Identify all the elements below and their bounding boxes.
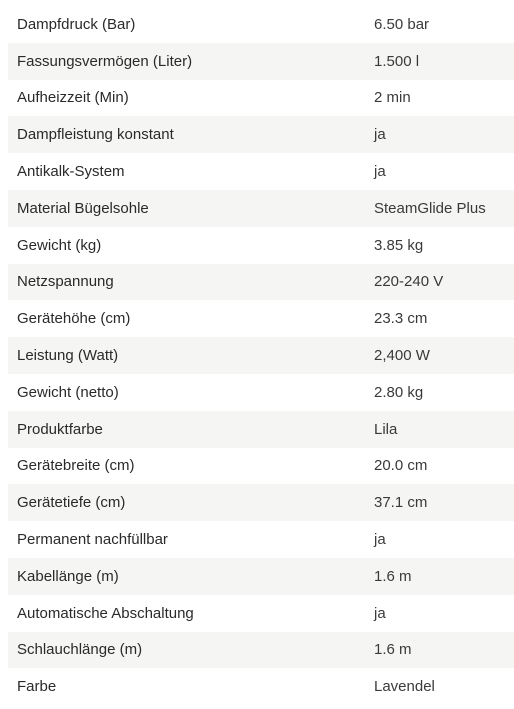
spec-value: 1.500 l <box>374 52 420 70</box>
spec-label: Kabellänge (m) <box>17 567 119 585</box>
specification-table <box>8 6 514 705</box>
spec-row-dampfleistung <box>8 116 514 153</box>
spec-row-leistung <box>8 337 514 374</box>
spec-row-produktfarbe <box>8 411 514 448</box>
spec-row-farbe <box>8 668 514 705</box>
spec-row-dampfdruck <box>8 6 514 43</box>
spec-label: Leistung (Watt) <box>17 347 119 365</box>
spec-row-geraetebreite <box>8 448 514 485</box>
spec-row-antikalk <box>8 153 514 190</box>
spec-label: Gerätehöhe (cm) <box>17 310 131 328</box>
spec-label: Automatische Abschaltung <box>17 604 194 622</box>
spec-label: Schlauchlänge (m) <box>17 641 143 659</box>
spec-row-aufheizzeit <box>8 80 514 117</box>
spec-row-fassungsvermoegen <box>8 43 514 80</box>
spec-value: 3.85 kg <box>374 236 424 254</box>
spec-value: ja <box>374 531 386 549</box>
spec-label: Gerätebreite (cm) <box>17 457 135 475</box>
spec-value: 6.50 bar <box>374 15 430 33</box>
spec-value: Lila <box>374 420 398 438</box>
spec-row-netzspannung <box>8 264 514 301</box>
spec-label: Dampfleistung konstant <box>17 126 174 144</box>
spec-row-gewicht <box>8 227 514 264</box>
spec-value: 1.6 m <box>374 641 412 659</box>
spec-label: Gewicht (kg) <box>17 236 102 254</box>
spec-value: 2.80 kg <box>374 383 424 401</box>
spec-row-geraetetiefe <box>8 484 514 521</box>
spec-label: Dampfdruck (Bar) <box>17 15 136 33</box>
spec-label: Material Bügelsohle <box>17 199 149 217</box>
spec-row-gewicht-netto <box>8 374 514 411</box>
spec-row-kabellaenge <box>8 558 514 595</box>
spec-label: Gerätetiefe (cm) <box>17 494 126 512</box>
spec-value: ja <box>374 163 386 181</box>
spec-label: Antikalk-System <box>17 163 125 181</box>
spec-value: 37.1 cm <box>374 494 428 512</box>
spec-label: Permanent nachfüllbar <box>17 531 168 549</box>
spec-value: 2,400 W <box>374 347 430 365</box>
spec-value: 1.6 m <box>374 567 412 585</box>
spec-label: Aufheizzeit (Min) <box>17 89 129 107</box>
spec-label: Gewicht (netto) <box>17 383 119 401</box>
spec-label: Farbe <box>17 678 57 696</box>
spec-row-geraetehoehe <box>8 300 514 337</box>
spec-value: 23.3 cm <box>374 310 428 328</box>
spec-value: Lavendel <box>374 678 435 696</box>
spec-value: 2 min <box>374 89 411 107</box>
spec-value: ja <box>374 126 386 144</box>
spec-label: Produktfarbe <box>17 420 103 438</box>
spec-value: 20.0 cm <box>374 457 428 475</box>
spec-label: Fassungsvermögen (Liter) <box>17 52 193 70</box>
spec-row-nachfuellbar <box>8 521 514 558</box>
spec-row-buegelsohle <box>8 190 514 227</box>
spec-row-abschaltung <box>8 595 514 632</box>
spec-row-schlauchlaenge <box>8 632 514 669</box>
spec-value: ja <box>374 604 386 622</box>
specification-table-body <box>8 6 514 705</box>
spec-value: SteamGlide Plus <box>374 199 486 217</box>
spec-label: Netzspannung <box>17 273 114 291</box>
spec-value: 220-240 V <box>374 273 444 291</box>
